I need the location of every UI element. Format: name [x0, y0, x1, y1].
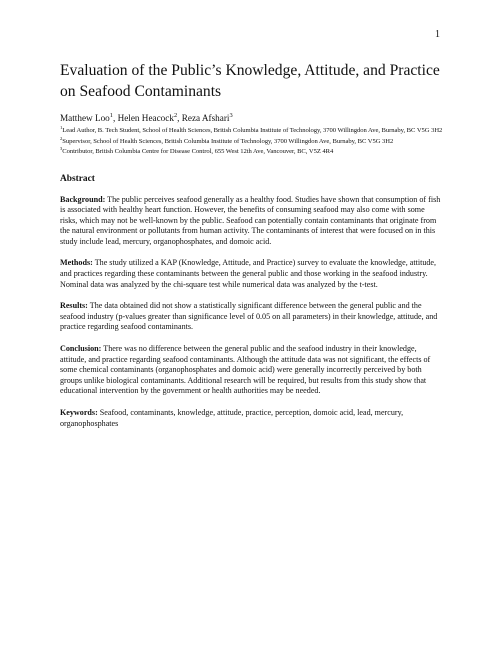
conclusion-label: Conclusion: — [60, 344, 102, 354]
abstract-heading: Abstract — [60, 173, 95, 184]
results-paragraph — [60, 301, 443, 333]
affiliation — [60, 137, 443, 148]
page-number: 1 — [435, 29, 440, 40]
results-label: Results: — [60, 301, 88, 311]
keywords-paragraph — [60, 408, 443, 429]
methods-label: Methods: — [60, 258, 93, 268]
affil-mark: 3 — [60, 145, 63, 151]
affiliation — [60, 147, 443, 158]
background-text: The public perceives seafood generally as a healthy food. Studies have shown that consumption of fish is associated with healthy heart function. However, the benefits of consuming seafood may also come with some risks, which may not be well-known by the public. Seafood can potentially contain contaminants that originate from the natural environment or pollutants from human activity. The contaminants of interest that were focused on in this study include lead, mercury, organophosphates, and domoic acid. — [60, 194, 441, 246]
conclusion-text: There was no difference between the general public and the seafood industry in their knowledge, attitude, and practice regarding seafood contaminants. Although the attitude data was not significant, the effects of some chemical contaminants (organophosphates and domoic acid) were generally incorrectly perceived by both groups unlike biological contaminants. Additional research will be required, but results from this study show that educational intervention by the government or health authorities may be needed. — [60, 344, 431, 396]
affil-text: Contributor, British Columbia Centre for Disease Control, 655 West 12th Ave, Vancouver, BC, V5Z 4R4 — [62, 148, 334, 155]
author-separator: , — [112, 113, 118, 123]
keywords-text: Seafood, contaminants, knowledge, attitude, practice, perception, domoic acid, lead, mercury, organophosphates — [60, 408, 404, 428]
results-text: The data obtained did not show a statistically significant difference between the general public and the seafood industry (p-values greater than significance level of 0.05 on all parameters) in their knowledge, attitude, and practice regarding seafood contaminants. — [60, 301, 438, 332]
author — [182, 113, 233, 123]
methods-paragraph — [60, 258, 443, 290]
background-paragraph — [60, 195, 443, 248]
article-body — [60, 60, 443, 429]
affiliation — [60, 126, 443, 137]
author-affil-mark: 2 — [173, 111, 178, 119]
paper-title: Evaluation of the Public’s Knowledge, Attitude, and Practice on Seafood Contaminants — [60, 62, 440, 100]
conclusion-paragraph — [60, 344, 443, 397]
author-affil-mark: 1 — [109, 111, 113, 119]
author-affil-mark: 3 — [229, 111, 233, 119]
author — [60, 113, 113, 123]
affil-mark: 2 — [60, 135, 63, 141]
author — [118, 113, 178, 123]
author-list — [60, 112, 443, 124]
author-name: Reza Afshari — [181, 113, 230, 123]
affil-mark: 1 — [60, 124, 63, 130]
background-label: Background: — [60, 194, 106, 204]
methods-text: The study utilized a KAP (Knowledge, Attitude, and Practice) survey to evaluate the knowledge, attitude, and practices regarding these contaminants between the general public and those working in the seafood industry. Nominal data was analyzed by the chi-square test while numerical data was analyzed by the t-test. — [60, 258, 437, 289]
author-name: Matthew Loo — [60, 113, 110, 123]
author-name: Helen Heacock — [117, 113, 174, 123]
affil-text: Lead Author, B. Tech Student, School of Health Sciences, British Columbia Institute of Technology, 3700 Willingdon Ave, Burnaby, BC V5G 3H2 — [62, 127, 443, 134]
keywords-label: Keywords: — [60, 408, 98, 417]
affiliation-list — [60, 126, 443, 158]
affil-text: Supervisor, School of Health Sciences, British Columbia Institute of Technology, 3700 Willingdon Ave, Burnaby, BC V5G 3H2 — [62, 137, 394, 145]
author-separator: , — [177, 113, 182, 123]
